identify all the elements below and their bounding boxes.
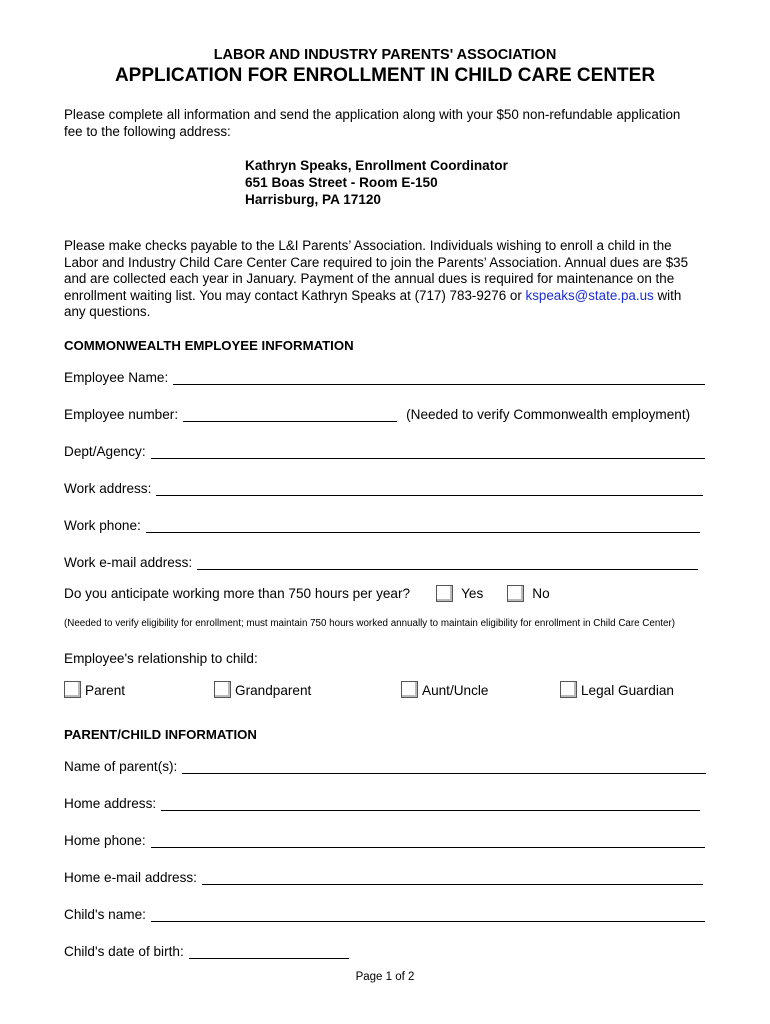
child-dob-row xyxy=(64,944,349,959)
hours-yes-label: Yes xyxy=(461,586,484,601)
payment-line-1: Please make checks payable to the L&I Parents’ Association. Individuals wishing to enroll a child in the xyxy=(64,238,672,253)
organization-name: LABOR AND INDUSTRY PARENTS' ASSOCIATION xyxy=(213,47,557,63)
relationship-grandparent-option[interactable] xyxy=(214,681,311,698)
payment-line-4 xyxy=(64,288,714,305)
page-number: Page 1 of 2 xyxy=(355,971,415,983)
address-city: Harrisburg, PA 17120 xyxy=(245,192,381,207)
dept-agency-field[interactable] xyxy=(151,444,705,459)
employee-name-row xyxy=(64,370,705,385)
aunt-uncle-checkbox[interactable] xyxy=(401,681,418,698)
address-street: 651 Boas Street - Room E-150 xyxy=(245,175,438,190)
child-dob-field[interactable] xyxy=(189,944,349,959)
parent-checkbox[interactable] xyxy=(64,681,81,698)
aunt-uncle-label: Aunt/Uncle xyxy=(422,683,489,698)
work-address-row xyxy=(64,481,703,496)
home-phone-label: Home phone: xyxy=(64,833,146,848)
parents-name-row xyxy=(64,759,706,774)
work-email-label: Work e-mail address: xyxy=(64,555,193,570)
grandparent-checkbox[interactable] xyxy=(214,681,231,698)
dept-agency-row xyxy=(64,444,705,459)
work-address-label: Work address: xyxy=(64,481,152,496)
parent-section-heading: PARENT/CHILD INFORMATION xyxy=(64,727,257,742)
legal-guardian-checkbox[interactable] xyxy=(560,681,577,698)
child-name-row xyxy=(64,907,705,922)
parents-name-label: Name of parent(s): xyxy=(64,759,178,774)
employee-number-row xyxy=(64,407,704,422)
contact-email-link[interactable]: kspeaks@state.pa.us xyxy=(525,287,654,303)
grandparent-label: Grandparent xyxy=(235,683,312,698)
work-phone-label: Work phone: xyxy=(64,518,141,533)
work-phone-field[interactable] xyxy=(146,518,700,533)
hours-yes-checkbox[interactable] xyxy=(436,585,453,602)
mailing-address xyxy=(245,157,508,208)
home-address-row xyxy=(64,796,700,811)
relationship-label: Employee's relationship to child: xyxy=(64,651,258,666)
work-phone-row xyxy=(64,518,700,533)
home-phone-row xyxy=(64,833,705,848)
payment-instructions xyxy=(64,238,714,321)
payment-line-3: and are collected each year in January. Payment of the annual dues is required for maintenance on the xyxy=(64,271,675,287)
payment-line-4-text: enrollment waiting list. You may contact Kathryn Speaks at (717) 783-9276 or xyxy=(64,287,522,303)
employee-number-note: (Needed to verify Commonwealth employment) xyxy=(406,407,691,422)
hours-no-label: No xyxy=(532,586,550,601)
home-phone-field[interactable] xyxy=(151,833,705,848)
home-email-field[interactable] xyxy=(202,870,703,885)
address-name: Kathryn Speaks, Enrollment Coordinator xyxy=(245,158,508,173)
employee-number-label: Employee number: xyxy=(64,407,179,422)
child-dob-label: Child's date of birth: xyxy=(64,944,184,959)
hours-no-checkbox[interactable] xyxy=(507,585,524,602)
employee-name-label: Employee Name: xyxy=(64,370,169,385)
home-email-label: Home e-mail address: xyxy=(64,870,197,885)
relationship-legal-guardian-option[interactable] xyxy=(560,681,674,698)
intro-line-2: fee to the following address: xyxy=(64,123,231,139)
hours-question-row xyxy=(64,585,550,602)
payment-line-2: Labor and Industry Child Care Center Care required to join the Parents’ Association. Annual dues are $35 xyxy=(64,254,689,270)
work-address-field[interactable] xyxy=(156,481,703,496)
home-email-row xyxy=(64,870,703,885)
home-address-label: Home address: xyxy=(64,796,157,811)
parents-name-field[interactable] xyxy=(182,759,706,774)
intro-line-1: Please complete all information and send the application along with your $50 non-refundable application xyxy=(64,107,681,122)
employee-section-heading: COMMONWEALTH EMPLOYEE INFORMATION xyxy=(64,338,354,353)
relationship-parent-option[interactable] xyxy=(64,681,125,698)
hours-note: (Needed to verify eligibility for enrollment; must maintain 750 hours worked annually to maintain eligibility for enrollment in Child Care Center) xyxy=(64,618,675,629)
child-name-label: Child's name: xyxy=(64,907,146,922)
employee-number-field[interactable] xyxy=(183,407,397,422)
form-title: APPLICATION FOR ENROLLMENT IN CHILD CARE CENTER xyxy=(114,65,656,86)
home-address-field[interactable] xyxy=(161,796,700,811)
payment-line-4-end: with xyxy=(653,287,682,303)
parent-label: Parent xyxy=(85,683,126,698)
work-email-row xyxy=(64,555,698,570)
employee-name-field[interactable] xyxy=(173,370,705,385)
work-email-field[interactable] xyxy=(197,555,698,570)
dept-agency-label: Dept/Agency: xyxy=(64,444,146,459)
legal-guardian-label: Legal Guardian xyxy=(581,683,674,698)
intro-text xyxy=(64,107,680,140)
relationship-aunt-uncle-option[interactable] xyxy=(401,681,489,698)
child-name-field[interactable] xyxy=(151,907,705,922)
payment-line-5: any questions. xyxy=(64,304,151,320)
hours-question-label: Do you anticipate working more than 750 hours per year? xyxy=(64,586,411,601)
